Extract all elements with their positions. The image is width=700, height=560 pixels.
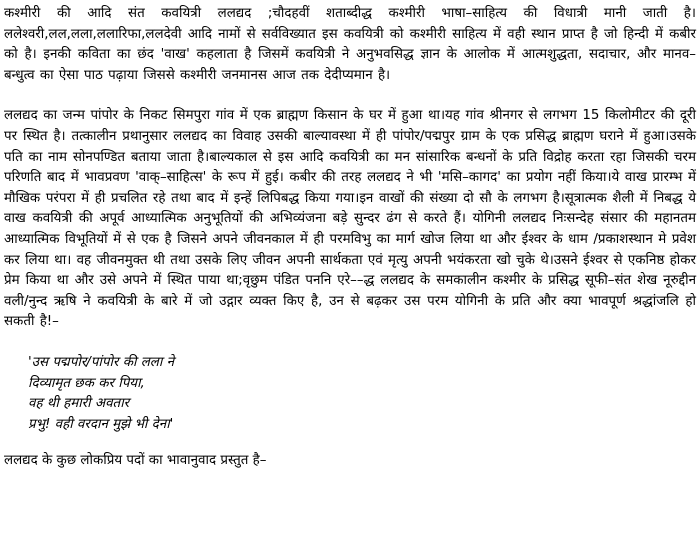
verse-block xyxy=(28,353,696,435)
document-page xyxy=(4,4,696,472)
verse-line: वह थी हमारी अवतार xyxy=(28,396,130,412)
closing-line: ललद्यद के कुछ लोकप्रिय पदों का भावानुवाद प्रस्तुत है– xyxy=(4,453,267,469)
intro-paragraph: कश्मीरी की आदि संत कवयित्री ललद्यद ;चौदहवीं शताब्दीद्ध कश्मीरी भाषा–साहित्य की विधात्री मानी जाती है।ललेश्वरी,लल,लला,ललारिफा,ललदेवी आदि नामों से सर्वविख्यात इस कवयित्री को कश्मीरी साहित्य में वही स्थान प्राप्त है जो हिन्दी में कबीर को है। इनकी कविता का छंद 'वाख' कहलाता है जिसमें कवयित्री ने अनुभवसिद्ध ज्ञान के आलोक में आत्मशुद्धता, सदाचार, और मानव–बन्धुत्व का ऐसा पाठ पढ़ाया जिससे कश्मीरी जनमानस आज तक देदीप्यमान है। xyxy=(4,6,696,83)
verse-line: 'उस पद्मपोर/पांपोर की लला ने xyxy=(28,354,175,370)
biography-paragraph: ललद्यद का जन्म पांपोर के निकट सिमपुरा गांव में एक ब्राह्मण किसान के घर में हुआ था।यह गांव श्रीनगर से लगभग 15 किलोमीटर की दूरी पर स्थित है। तत्कालीन प्रथानुसार ललद्यद का विवाह उसकी बाल्यावस्था में ही पांपोर/पद्मपुर ग्राम के एक प्रसिद्ध ब्राह्मण घराने में हुआ।उसके पति का नाम सोनपण्डित बताया जाता है।बाल्यकाल से इस आदि कवयित्री का मन सांसारिक बन्धनों के प्रति विद्रोह करता रहा जिसकी चरम परिणति बाद में भावप्रवण 'वाक्–साहित्स' के रूप में हुई। कबीर की तरह ललद्यद ने भी 'मसि–कागद' का प्रयोग नहीं किया।ये वाख प्रारम्भ में मौखिक परंपरा में ही प्रचलित रहे तथा बाद में इन्हें लिपिबद्ध किया गया।इन वाखों की संख्या दो सौ के लगभग है।सूत्रात्मक शैली में निबद्ध ये वाख कवयित्री की अपूर्व आध्यात्मिक अनुभूतियों की अभिव्यंजना बड़े सुन्दर ढंग से करते हैं। योगिनी ललद्यद निःसन्देह संसार की महानतम आध्यात्मिक विभूतियों में से एक है जिसने अपने जीवनकाल में ही परमविभु का मार्ग खोज लिया था और ईश्वर के धाम /प्रकाशस्थान मे प्रवेश कर लिया था। वह जीवनमुक्त थी तथा उसके लिए जीवन अपनी सार्थकता एवं मृत्यु अपनी भयंकरता खो चुके थे।उसने ईश्वर से एकनिष्ठ होकर प्रेम किया था और उसे अपने में स्थित पाया था;वृछुम पंडित पननि एरे––द्ध ललद्यद के समकालीन कश्मीर के प्रसिद्ध सूफी–संत शेख नूरुद्दीन वली/नुन्द ऋषि ने कवयित्री के बारे में जो उद्गार व्यक्त किए है, उन से बढ़कर उस परम योगिनी के प्रति और क्या भावपूर्ण श्रद्धांजलि हो सकती है!– xyxy=(4,108,696,330)
verse-line: दिव्यामृत छक कर पिया, xyxy=(28,375,145,391)
verse-line: प्रभु! वही वरदान मुझे भी देना' xyxy=(28,416,174,432)
